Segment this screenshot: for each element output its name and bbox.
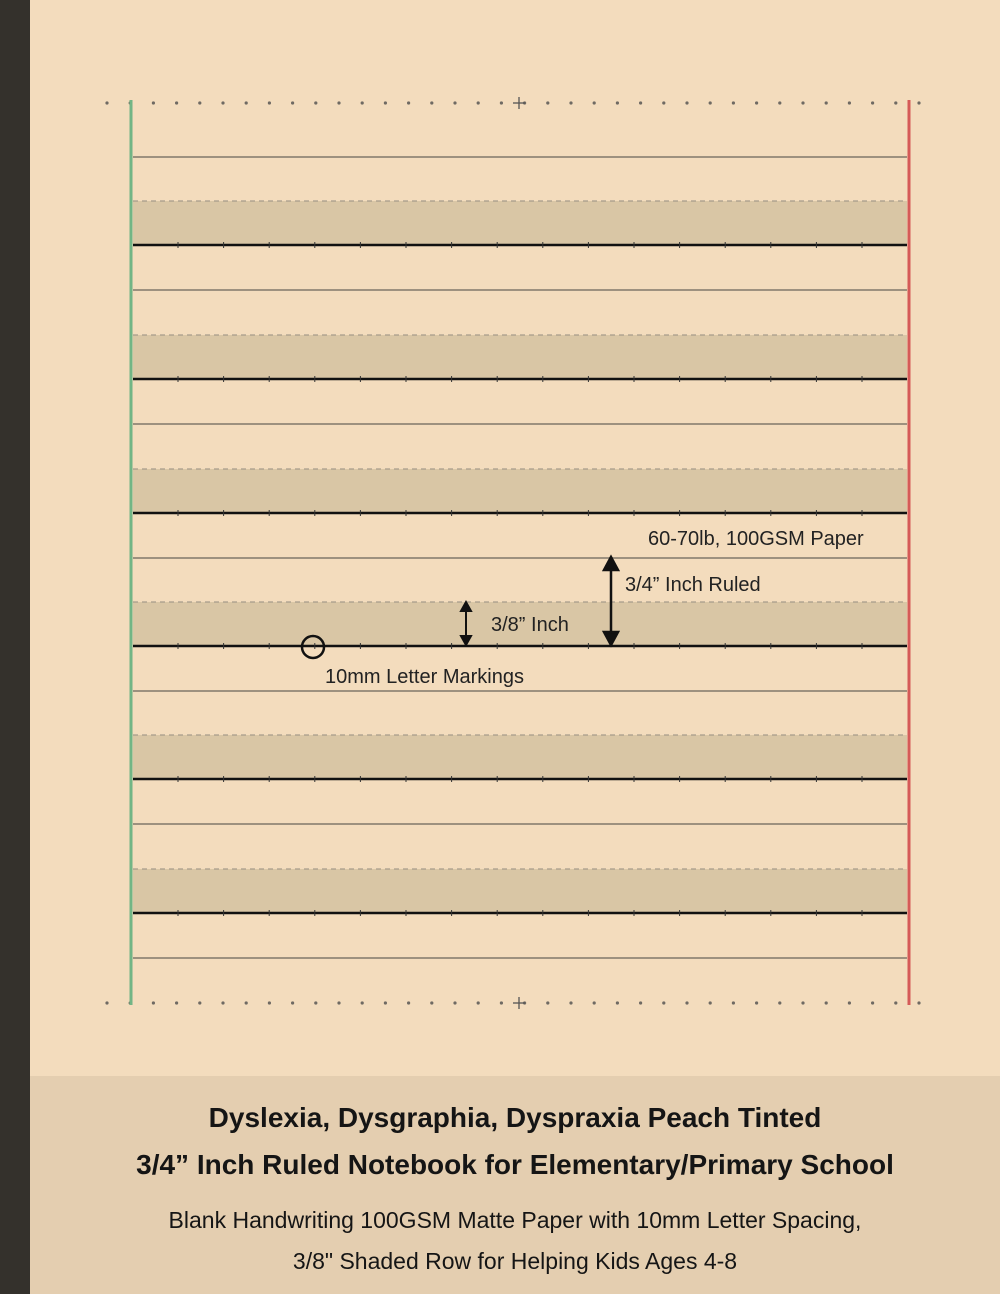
border-dot bbox=[221, 101, 224, 104]
border-dot bbox=[175, 1001, 178, 1004]
border-dot bbox=[778, 1001, 781, 1004]
border-dot bbox=[917, 1001, 920, 1004]
shaded-size-label: 3/8” Inch bbox=[491, 614, 569, 636]
border-dot bbox=[778, 101, 781, 104]
border-dot bbox=[662, 101, 665, 104]
border-dot bbox=[685, 1001, 688, 1004]
border-dot bbox=[825, 101, 828, 104]
cover-footer bbox=[30, 1076, 1000, 1294]
border-dot bbox=[221, 1001, 224, 1004]
border-dot bbox=[825, 1001, 828, 1004]
border-dot bbox=[407, 1001, 410, 1004]
border-dot bbox=[477, 1001, 480, 1004]
border-dot bbox=[152, 1001, 155, 1004]
border-dot bbox=[198, 101, 201, 104]
border-dot bbox=[685, 101, 688, 104]
border-dot bbox=[105, 101, 108, 104]
border-dot bbox=[361, 101, 364, 104]
border-dot bbox=[569, 1001, 572, 1004]
border-dot bbox=[268, 101, 271, 104]
shaded-row bbox=[133, 469, 907, 513]
shaded-row bbox=[133, 869, 907, 913]
border-dot bbox=[848, 1001, 851, 1004]
border-dot bbox=[198, 1001, 201, 1004]
border-dot bbox=[361, 1001, 364, 1004]
border-dot bbox=[709, 1001, 712, 1004]
border-dot bbox=[152, 101, 155, 104]
shaded-row bbox=[133, 735, 907, 779]
cover-subtitle-line-1: Blank Handwriting 100GSM Matte Paper with 10mm Letter Spacing, bbox=[168, 1207, 862, 1233]
border-dot bbox=[639, 101, 642, 104]
border-dot bbox=[175, 101, 178, 104]
border-dot bbox=[801, 101, 804, 104]
border-dot bbox=[384, 101, 387, 104]
cover-title-line-2: 3/4” Inch Ruled Notebook for Elementary/Primary School bbox=[136, 1149, 894, 1180]
border-dot bbox=[384, 1001, 387, 1004]
border-dot bbox=[430, 1001, 433, 1004]
border-dot bbox=[569, 101, 572, 104]
border-dot bbox=[871, 1001, 874, 1004]
ruled-arrow-icon bbox=[604, 557, 618, 645]
border-dot bbox=[291, 101, 294, 104]
border-dot bbox=[453, 1001, 456, 1004]
border-dot bbox=[593, 101, 596, 104]
border-dot bbox=[894, 1001, 897, 1004]
border-dot bbox=[105, 1001, 108, 1004]
border-dot bbox=[639, 1001, 642, 1004]
handwriting-rows bbox=[133, 157, 907, 958]
border-dot bbox=[917, 101, 920, 104]
border-dot bbox=[546, 101, 549, 104]
paper-weight-label: 60-70lb, 100GSM Paper bbox=[648, 528, 864, 550]
border-dot bbox=[500, 1001, 503, 1004]
border-dot bbox=[662, 1001, 665, 1004]
border-dot bbox=[732, 101, 735, 104]
border-dot bbox=[755, 1001, 758, 1004]
cover-subtitle-line-2: 3/8" Shaded Row for Helping Kids Ages 4-8 bbox=[292, 1248, 738, 1274]
border-dot bbox=[593, 1001, 596, 1004]
border-dot bbox=[871, 101, 874, 104]
border-dot bbox=[801, 1001, 804, 1004]
border-dot bbox=[314, 101, 317, 104]
border-dot bbox=[477, 101, 480, 104]
border-dot bbox=[337, 1001, 340, 1004]
border-dot bbox=[453, 101, 456, 104]
letter-markings-label: 10mm Letter Markings bbox=[325, 666, 524, 688]
border-dot bbox=[500, 101, 503, 104]
shaded-row bbox=[133, 201, 907, 245]
border-dot bbox=[430, 101, 433, 104]
border-dot bbox=[337, 101, 340, 104]
border-dot bbox=[268, 1001, 271, 1004]
border-dot bbox=[709, 101, 712, 104]
ruled-size-label: 3/4” Inch Ruled bbox=[625, 574, 761, 596]
border-dot bbox=[755, 101, 758, 104]
border-dot bbox=[245, 1001, 248, 1004]
border-dot bbox=[407, 101, 410, 104]
border-dot bbox=[616, 101, 619, 104]
border-dot bbox=[616, 1001, 619, 1004]
border-dot bbox=[732, 1001, 735, 1004]
border-dot bbox=[245, 101, 248, 104]
cover-title-line-1: Dyslexia, Dysgraphia, Dyspraxia Peach Tinted bbox=[208, 1102, 822, 1133]
border-dot bbox=[291, 1001, 294, 1004]
shaded-row bbox=[133, 335, 907, 379]
border-dot bbox=[546, 1001, 549, 1004]
border-dot bbox=[848, 101, 851, 104]
border-dot bbox=[314, 1001, 317, 1004]
border-dot bbox=[894, 101, 897, 104]
